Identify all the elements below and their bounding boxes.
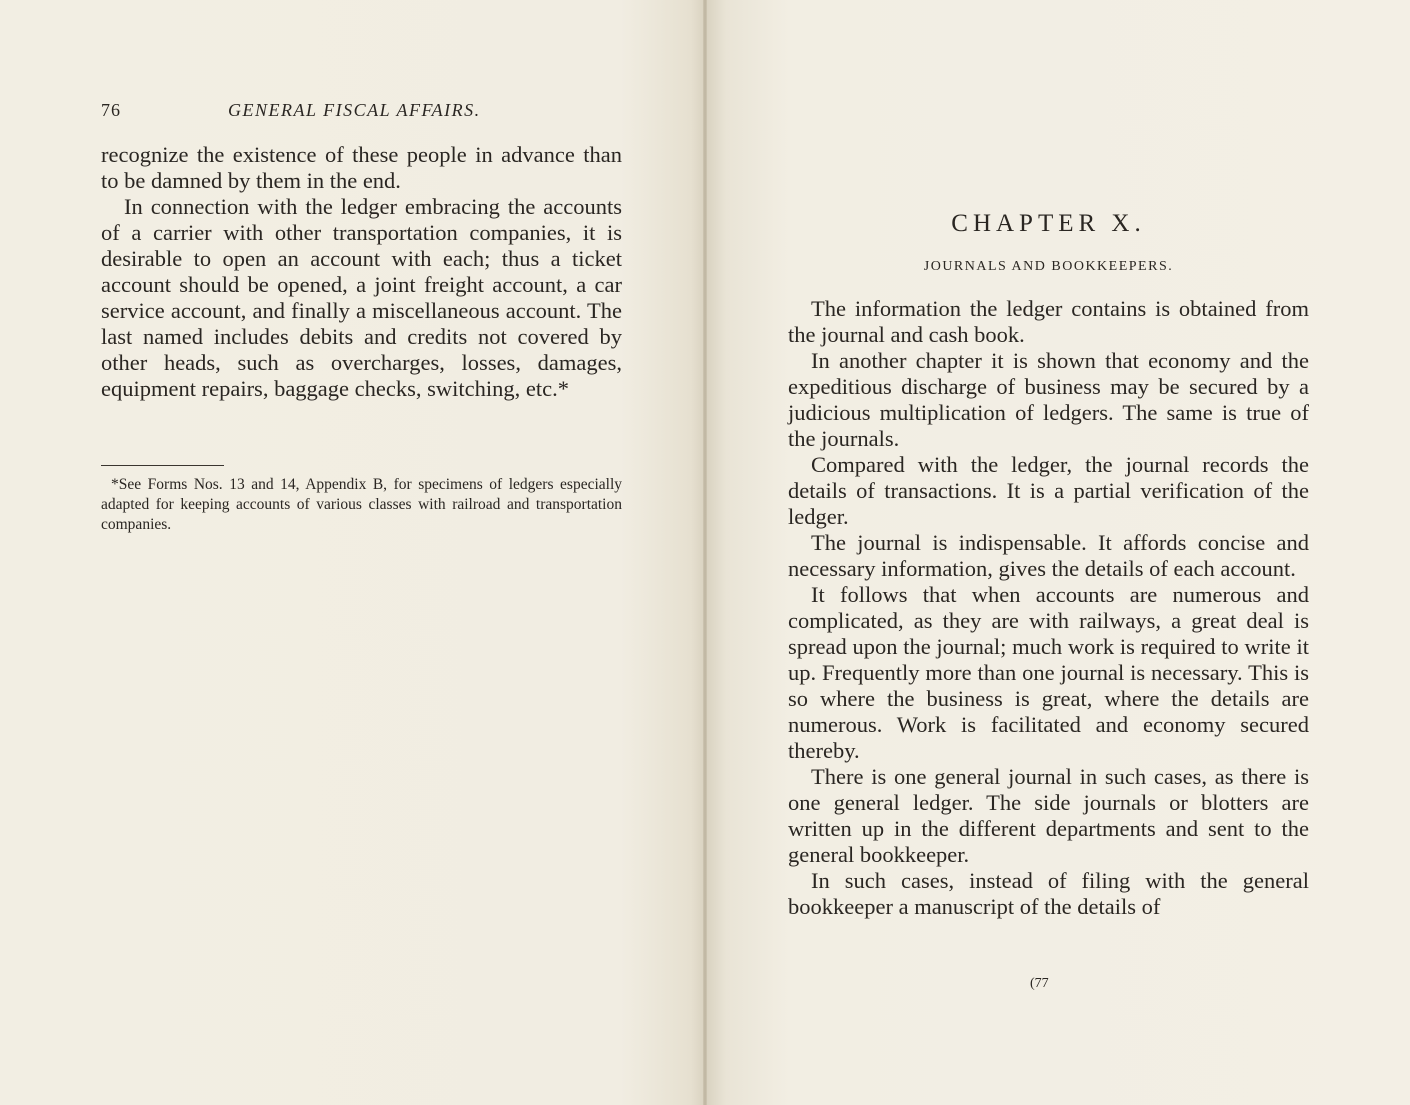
chapter-subtitle: JOURNALS AND BOOKKEEPERS. — [923, 259, 1174, 274]
paragraph: recognize the existence of these people in advance than to be damned by them in the end. — [101, 142, 622, 193]
book-gutter — [703, 0, 707, 1105]
paragraph: The information the ledger contains is obtained from the journal and cash book. — [788, 296, 1309, 347]
page-number: (77 — [1030, 976, 1049, 991]
paragraph: In another chapter it is shown that economy and the expeditious discharge of business may be secured by a judicious multiplication of ledgers. The same is true of the journals. — [788, 348, 1309, 451]
running-head — [101, 100, 621, 126]
chapter-heading: CHAPTER X. — [951, 210, 1146, 237]
paragraph: It follows that when accounts are numerous and complicated, as they are with railways, a great deal is spread upon the journal; much work is required to write it up. Frequently more than one journal is necessary. This is so where the business is great, where the details are numerous. Work is facilitated and economy secured thereby. — [788, 582, 1309, 763]
paragraph: In such cases, instead of filing with the general bookkeeper a manuscript of the details of — [788, 868, 1309, 919]
left-body-text — [101, 142, 622, 402]
page-number: 76 — [101, 100, 121, 120]
paragraph: Compared with the ledger, the journal records the details of transactions. It is a partial verification of the ledger. — [788, 452, 1309, 529]
paragraph: The journal is indispensable. It affords concise and necessary information, gives the details of each account. — [788, 530, 1309, 581]
paragraph: In connection with the ledger embracing the accounts of a carrier with other transportation companies, it is desirable to open an account with each; thus a ticket account should be opened, a joint freight account, a car service account, and finally a miscellaneous account. The last named includes debits and credits not covered by other heads, such as overcharges, losses, damages, equipment repairs, baggage checks, switching, etc.* — [101, 194, 622, 401]
running-title: GENERAL FISCAL AFFAIRS. — [228, 100, 481, 120]
footnote-divider — [101, 465, 224, 466]
footnote: *See Forms Nos. 13 and 14, Appendix B, for specimens of ledgers especially adapted for keeping accounts of various classes with railroad and transportation companies. — [101, 476, 622, 533]
paragraph: There is one general journal in such cases, as there is one general ledger. The side journals or blotters are written up in the different departments and sent to the general bookkeeper. — [788, 764, 1309, 867]
right-body-text — [788, 296, 1309, 920]
